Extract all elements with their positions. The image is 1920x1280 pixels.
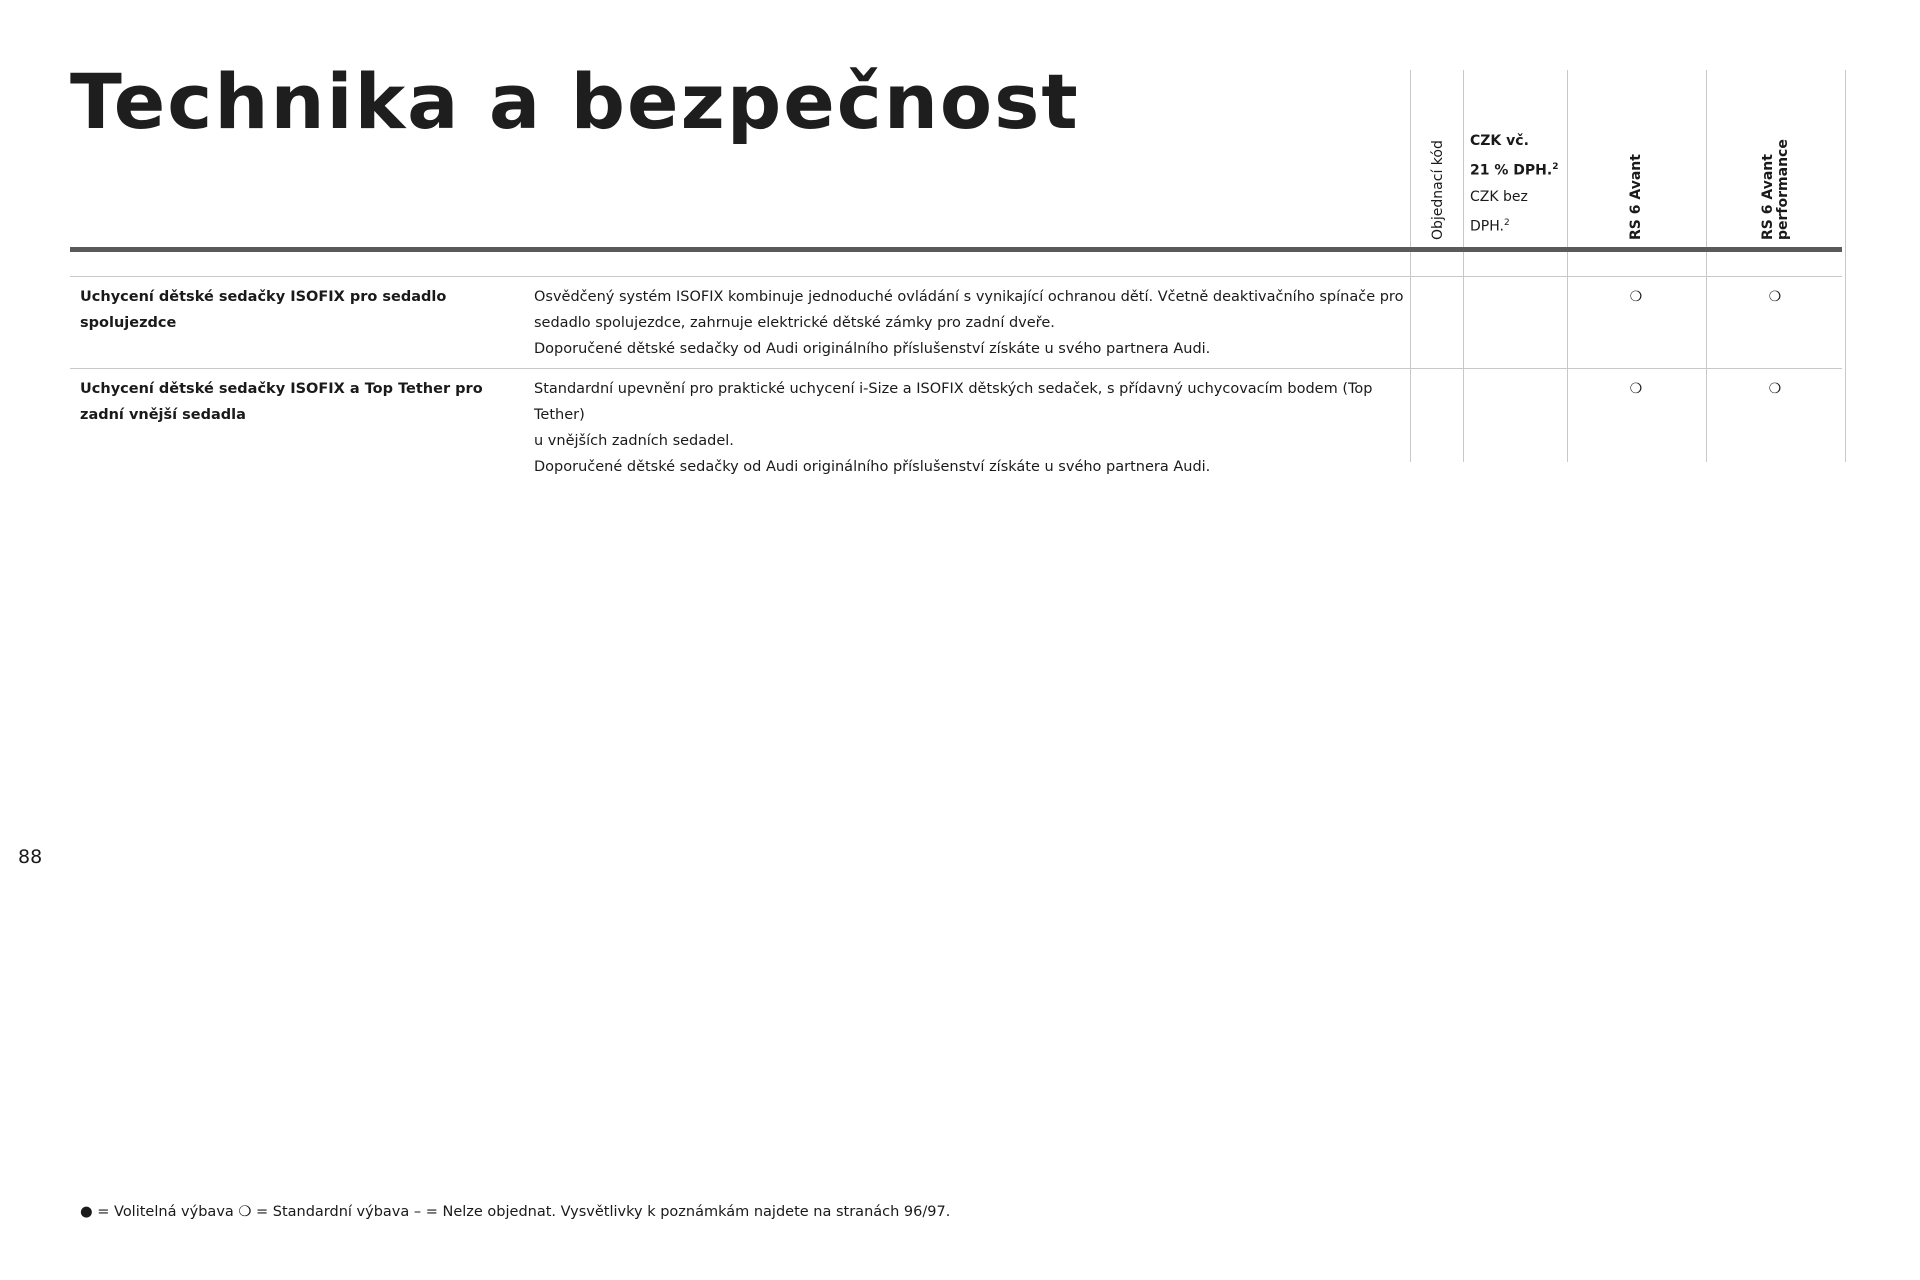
- legend: ● = Volitelná výbava ❍ = Standardní výbava – = Nelze objednat. Vysvětlivky k poznámkám najdete na stranách 96/97.: [80, 1204, 951, 1220]
- column-divider: [1410, 70, 1411, 462]
- row-1-desc-line: Osvědčený systém ISOFIX kombinuje jednoduché ovládání s vynikající ochranou dětí. Včetně deaktivačního spínače pro: [534, 289, 1404, 305]
- column-divider: [1706, 70, 1707, 462]
- row-divider: [70, 276, 1842, 277]
- header-price-incl-line1: CZK vč.: [1470, 133, 1529, 149]
- page-title: Technika a bezpečnost: [70, 57, 1080, 146]
- header-order-code: Objednací kód: [1430, 140, 1446, 240]
- row-2-description: [534, 376, 1404, 480]
- page-number: 88: [18, 846, 43, 868]
- header-price-excl-line2: DPH.: [1470, 218, 1504, 235]
- header-price-incl-line2: 21 % DPH.: [1470, 162, 1553, 179]
- header-price-excl-line1: CZK bez: [1470, 188, 1528, 205]
- row-1-desc-line: sedadlo spolujezdce, zahrnuje elektrické dětské zámky pro zadní dveře.: [534, 315, 1055, 331]
- footnote-mark: 2: [1552, 162, 1559, 172]
- row-2-desc-line: Standardní upevnění pro praktické uchycení i-Size a ISOFIX dětských sedaček, s přídavný uchycovacím bodem (Top Tether): [534, 381, 1373, 423]
- header-price: [1470, 128, 1558, 239]
- row-divider: [70, 368, 1842, 369]
- column-divider: [1567, 70, 1568, 462]
- header-model-rs6-avant: RS 6 Avant: [1628, 154, 1644, 240]
- row-2-standard-mark-rs6-avant: ❍: [1629, 381, 1643, 397]
- header-model-rs6-avant-performance-line2: performance: [1775, 139, 1791, 240]
- row-1-desc-line: Doporučené dětské sedačky od Audi originálního příslušenství získáte u svého partnera Audi.: [534, 341, 1211, 357]
- row-2-desc-line: u vnějších zadních sedadel.: [534, 433, 734, 449]
- row-1-standard-mark-rs6-avant: ❍: [1629, 289, 1643, 305]
- column-divider: [1463, 70, 1464, 462]
- row-1-description: [534, 284, 1404, 362]
- footnote-mark: 2: [1503, 217, 1510, 228]
- row-1-standard-mark-rs6-performance: ❍: [1768, 289, 1782, 305]
- row-2-desc-line: Doporučené dětské sedačky od Audi originálního příslušenství získáte u svého partnera Audi.: [534, 459, 1211, 475]
- row-2-standard-mark-rs6-performance: ❍: [1768, 381, 1782, 397]
- header-rule: [70, 247, 1842, 252]
- row-2-name: Uchycení dětské sedačky ISOFIX a Top Tether pro zadní vnější sedadla: [80, 381, 483, 423]
- header-model-rs6-avant-performance-line1: RS 6 Avant: [1760, 154, 1776, 240]
- row-1-name: Uchycení dětské sedačky ISOFIX pro sedadlo spolujezdce: [80, 289, 447, 331]
- column-divider: [1845, 70, 1846, 462]
